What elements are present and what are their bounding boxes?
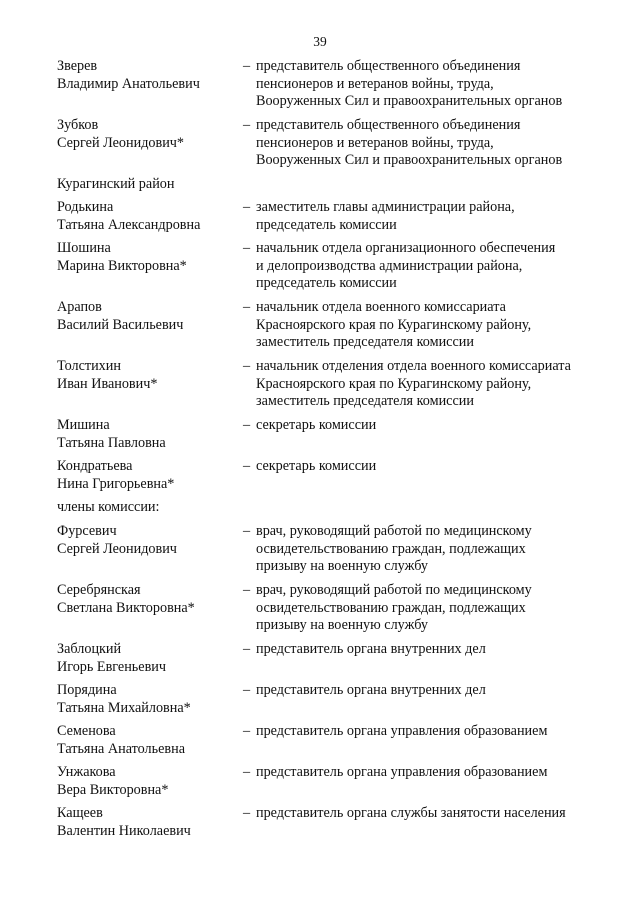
role-line <box>243 135 613 153</box>
member-role <box>243 641 613 659</box>
member-surname: Зверев <box>57 58 98 74</box>
member-surname: Мишина <box>57 417 110 433</box>
role-text-line: начальник отдела организационного обеспечения <box>256 240 556 256</box>
role-text-line: и делопроизводства администрации района, <box>256 257 523 274</box>
member-name <box>57 358 243 393</box>
role-text-line: призыву на военную службу <box>256 558 428 574</box>
member-role <box>243 299 613 352</box>
role-line <box>243 764 613 782</box>
member-role <box>243 417 613 435</box>
role-dash: – <box>243 458 251 474</box>
role-line <box>243 358 613 376</box>
role-text-line: Вооруженных Сил и правоохранительных органов <box>256 152 563 168</box>
member-role <box>243 199 613 234</box>
role-line <box>243 258 613 276</box>
role-text-line: Вооруженных Сил и правоохранительных органов <box>256 93 563 109</box>
role-line <box>243 58 613 76</box>
member-name <box>57 199 243 234</box>
role-line <box>243 334 613 352</box>
member-surname: Семенова <box>57 723 116 739</box>
member-given-names: Татьяна Анатольевна <box>57 740 185 757</box>
member-name <box>57 458 243 493</box>
member-name <box>57 117 243 152</box>
role-line <box>243 682 613 700</box>
role-text-line: начальник отдела военного комиссариата <box>256 299 506 315</box>
member-surname: Кондратьева <box>57 458 133 474</box>
role-line <box>243 76 613 94</box>
role-text-line: представитель общественного объединения <box>256 117 521 133</box>
member-given-names: Валентин Николаевич <box>57 822 191 839</box>
role-line <box>243 723 613 741</box>
member-given-names: Татьяна Александровна <box>57 216 201 233</box>
role-text-line: Красноярского края по Курагинскому району, <box>256 375 532 392</box>
member-role <box>243 523 613 576</box>
page-number: 39 <box>313 34 327 49</box>
member-surname: Шошина <box>57 240 111 256</box>
member-given-names: Василий Васильевич <box>57 316 184 333</box>
member-name <box>57 523 243 558</box>
member-given-names: Марина Викторовна* <box>57 257 187 274</box>
member-surname: Фурсевич <box>57 523 117 539</box>
role-line <box>243 805 613 823</box>
member-name <box>57 723 243 758</box>
role-text-line: Красноярского края по Курагинскому району, <box>256 316 532 333</box>
role-text-line: освидетельствованию граждан, подлежащих <box>256 599 526 616</box>
role-dash: – <box>243 417 251 433</box>
member-surname: Порядина <box>57 682 117 698</box>
role-text-line: представитель органа управления образованием <box>256 764 548 780</box>
member-surname: Унжакова <box>57 764 116 780</box>
role-line <box>243 617 613 635</box>
role-text-line: заместитель председателя комиссии <box>256 334 474 350</box>
member-surname: Родькина <box>57 199 114 215</box>
role-line <box>243 299 613 317</box>
role-text-line: представитель органа внутренних дел <box>256 641 486 657</box>
role-dash: – <box>243 723 251 739</box>
member-role <box>243 358 613 411</box>
role-line <box>243 458 613 476</box>
member-name <box>57 240 243 275</box>
role-text-line: секретарь комиссии <box>256 417 377 433</box>
member-name <box>57 764 243 799</box>
role-text-line: председатель комиссии <box>256 216 397 233</box>
member-given-names: Татьяна Михайловна* <box>57 699 191 716</box>
member-given-names: Сергей Леонидович* <box>57 134 185 151</box>
role-line <box>243 558 613 576</box>
member-name <box>57 682 243 717</box>
member-given-names: Владимир Анатольевич <box>57 75 200 92</box>
role-text-line: пенсионеров и ветеранов войны, труда, <box>256 134 494 151</box>
member-given-names: Светлана Викторовна* <box>57 599 195 616</box>
member-given-names: Вера Викторовна* <box>57 781 169 798</box>
role-line <box>243 275 613 293</box>
role-dash: – <box>243 117 251 133</box>
role-text-line: врач, руководящий работой по медицинскому <box>256 582 532 598</box>
role-dash: – <box>243 58 251 74</box>
member-name <box>57 417 243 452</box>
member-given-names: Татьяна Павловна <box>57 434 166 451</box>
member-given-names: Сергей Леонидович <box>57 540 177 557</box>
member-role <box>243 458 613 476</box>
role-dash: – <box>243 299 251 315</box>
role-text-line: врач, руководящий работой по медицинскому <box>256 523 532 539</box>
members-heading: члены комиссии: <box>57 499 160 515</box>
role-dash: – <box>243 358 251 374</box>
member-given-names: Игорь Евгеньевич <box>57 658 166 675</box>
role-text-line: представитель органа службы занятости населения <box>256 805 566 821</box>
role-line <box>243 376 613 394</box>
role-dash: – <box>243 641 251 657</box>
district-heading: Курагинский район <box>57 176 175 192</box>
role-line <box>243 600 613 618</box>
role-text-line: представитель органа управления образованием <box>256 723 548 739</box>
member-role <box>243 764 613 782</box>
member-role <box>243 723 613 741</box>
role-dash: – <box>243 582 251 598</box>
role-text-line: пенсионеров и ветеранов войны, труда, <box>256 75 494 92</box>
role-dash: – <box>243 523 251 539</box>
member-surname: Толстихин <box>57 358 121 374</box>
role-line <box>243 641 613 659</box>
member-role <box>243 682 613 700</box>
member-surname: Серебрянская <box>57 582 141 598</box>
member-role <box>243 117 613 170</box>
role-dash: – <box>243 240 251 256</box>
member-name <box>57 58 243 93</box>
role-line <box>243 541 613 559</box>
member-role <box>243 582 613 635</box>
role-text-line: освидетельствованию граждан, подлежащих <box>256 540 526 557</box>
role-text-line: призыву на военную службу <box>256 617 428 633</box>
role-text-line: начальник отделения отдела военного комиссариата <box>256 358 571 374</box>
role-text-line: заместитель главы администрации района, <box>256 199 515 215</box>
role-line <box>243 217 613 235</box>
role-dash: – <box>243 199 251 215</box>
role-text-line: заместитель председателя комиссии <box>256 393 474 409</box>
member-role <box>243 805 613 823</box>
role-text-line: секретарь комиссии <box>256 458 377 474</box>
role-dash: – <box>243 764 251 780</box>
role-line <box>243 582 613 600</box>
member-surname: Кащеев <box>57 805 103 821</box>
role-line <box>243 93 613 111</box>
member-name <box>57 641 243 676</box>
role-line <box>243 240 613 258</box>
role-line <box>243 117 613 135</box>
member-surname: Заблоцкий <box>57 641 122 657</box>
member-role <box>243 240 613 293</box>
role-line <box>243 152 613 170</box>
member-surname: Зубков <box>57 117 99 133</box>
role-dash: – <box>243 682 251 698</box>
member-name <box>57 805 243 840</box>
member-given-names: Нина Григорьевна* <box>57 475 175 492</box>
role-text-line: председатель комиссии <box>256 275 397 291</box>
role-text-line: представитель органа внутренних дел <box>256 682 486 698</box>
member-given-names: Иван Иванович* <box>57 375 158 392</box>
role-line <box>243 199 613 217</box>
member-name <box>57 299 243 334</box>
member-name <box>57 582 243 617</box>
role-line <box>243 417 613 435</box>
member-surname: Арапов <box>57 299 102 315</box>
role-text-line: представитель общественного объединения <box>256 58 521 74</box>
role-line <box>243 317 613 335</box>
role-line <box>243 523 613 541</box>
member-role <box>243 58 613 111</box>
role-dash: – <box>243 805 251 821</box>
role-line <box>243 393 613 411</box>
